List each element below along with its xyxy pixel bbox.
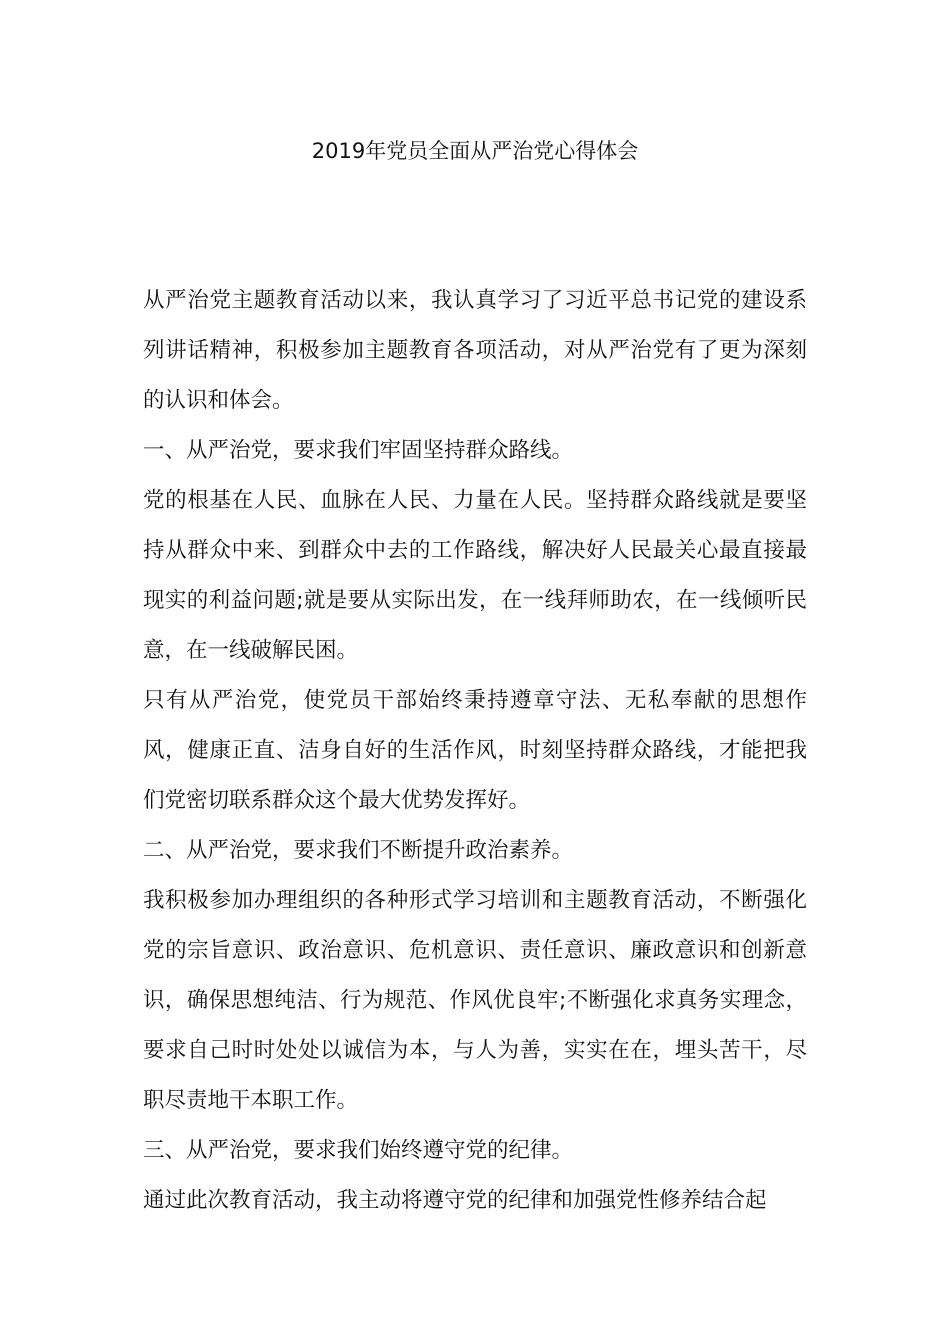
section-heading-3: 三、从严治党，要求我们始终遵守党的纪律。 (143, 1138, 574, 1163)
section-heading-1: 一、从严治党，要求我们牢固坚持群众路线。 (143, 438, 574, 463)
paragraph-discipline: 通过此次教育活动，我主动将遵守党的纪律和加强党性修养结合起 (143, 1188, 767, 1213)
document-title: 2019年党员全面从严治党心得体会 (311, 139, 639, 163)
document-body (143, 276, 807, 1226)
paragraph-mass-line: 党的根基在人民、血脉在人民、力量在人民。坚持群众路线就是要坚持从群众中来、到群众中去的工作路线，解决好人民最关心最直接最现实的利益问题;就是要从实际出发，在一线拜师助农，在一线倾听民意，在一线破解民困。 (143, 488, 807, 663)
paragraph-political-literacy: 我积极参加办理组织的各种形式学习培训和主题教育活动，不断强化党的宗旨意识、政治意识、危机意识、责任意识、廉政意识和创新意识，确保思想纯洁、行为规范、作风优良牢;不断强化求真务实理念，要求自己时时处处以诚信为本，与人为善，实实在在，埋头苦干，尽职尽责地干本职工作。 (143, 888, 807, 1113)
paragraph-strict-governance: 只有从严治党，使党员干部始终秉持遵章守法、无私奉献的思想作风，健康正直、洁身自好的生活作风，时刻坚持群众路线，才能把我们党密切联系群众这个最大优势发挥好。 (143, 688, 807, 813)
paragraph-intro: 从严治党主题教育活动以来，我认真学习了习近平总书记党的建设系列讲话精神，积极参加主题教育各项活动，对从严治党有了更为深刻的认识和体会。 (143, 288, 807, 413)
section-heading-2: 二、从严治党，要求我们不断提升政治素养。 (143, 838, 574, 863)
